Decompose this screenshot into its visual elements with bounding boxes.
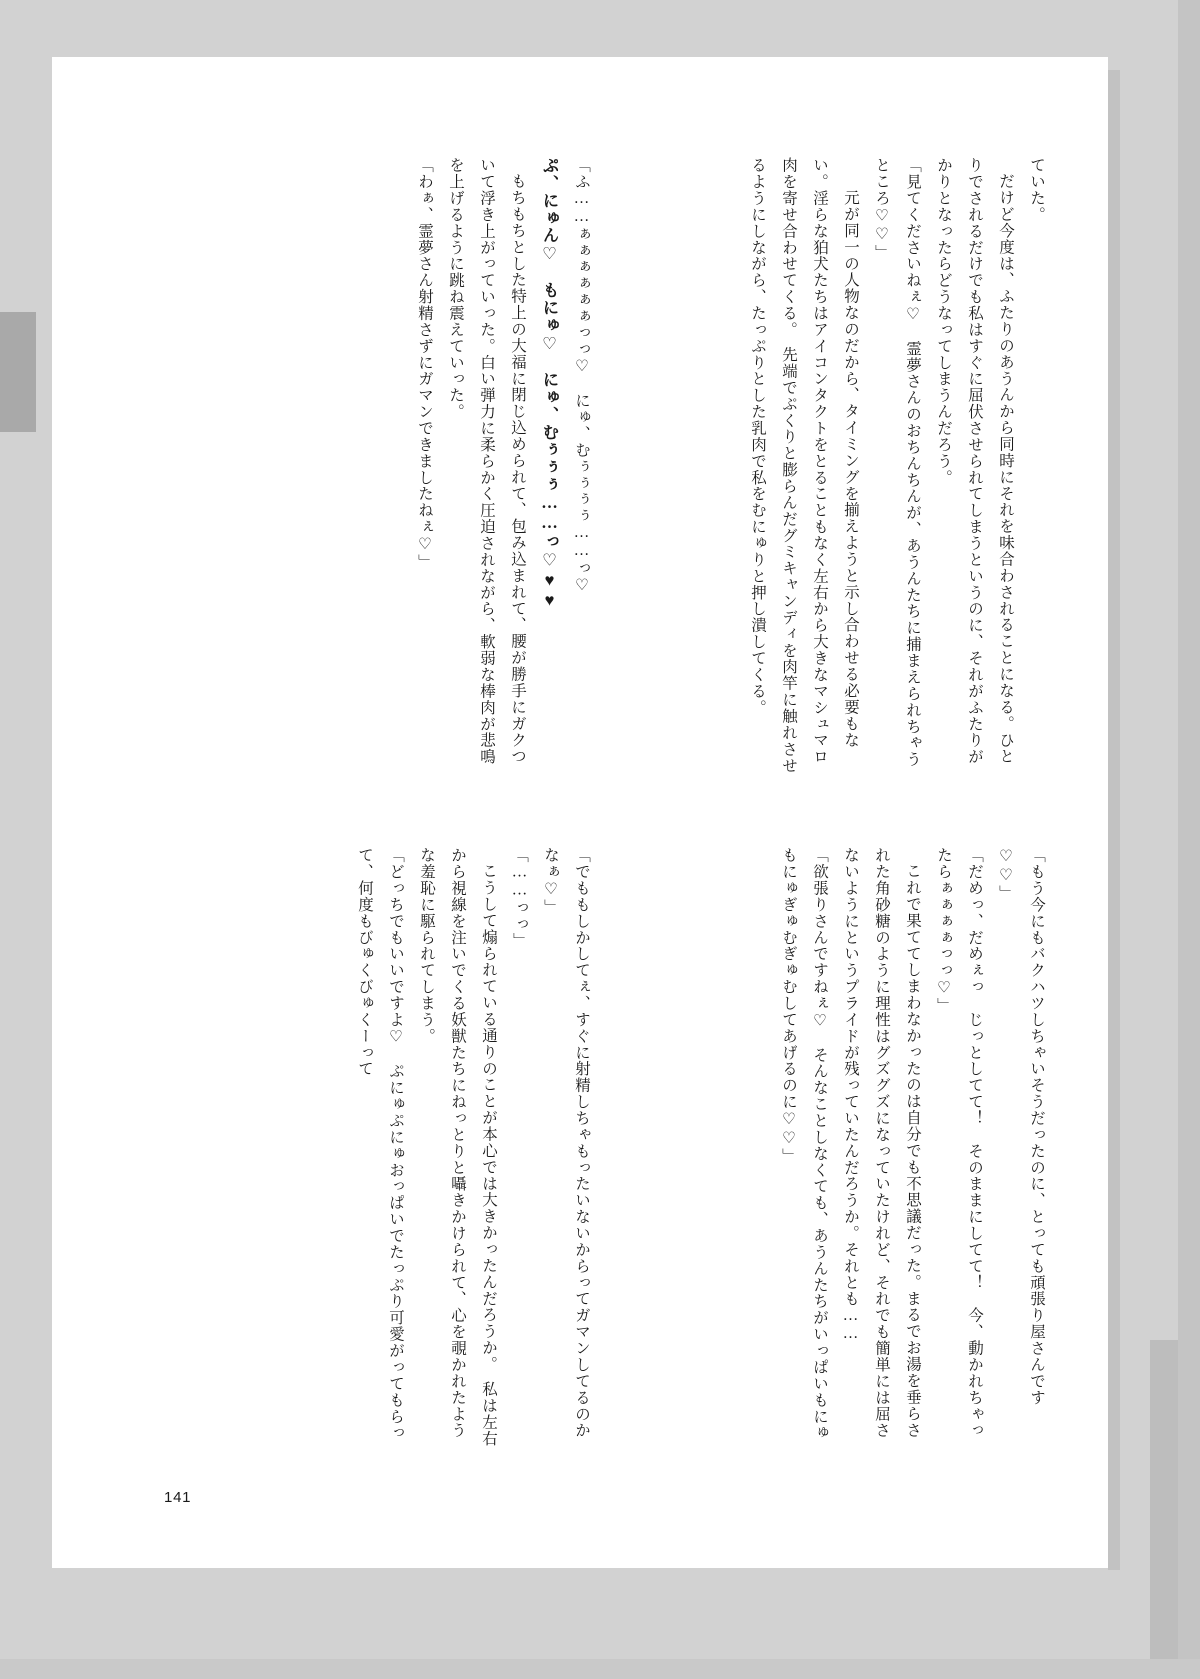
- scan-right-shadow-band: [1178, 0, 1200, 1679]
- paragraph: 「わぁ、霊夢さん射精さずにガマンできましたねぇ♡」: [416, 157, 433, 571]
- text-column-group-lower-right: [622, 847, 1052, 1447]
- paragraph: これで果ててしまわなかったのは自分でも不思議だった。まるでお湯を垂らされた角砂糖のように理性はグズグズになっていたけれど、それでも簡単には屈さないようにというプライドが残っていたんだろうか。それとも……: [842, 847, 921, 1439]
- paragraph: 「……っっ」: [511, 847, 528, 949]
- text-column-group-upper-left: [127, 157, 597, 777]
- page-text-body: [112, 157, 1052, 1447]
- page-edge-shadow: [1108, 70, 1120, 1570]
- paragraph: だけど今度は、ふたりのあうんから同時にそれを味合わされることになる。ひとりでされるだけでも私はすぐに屈伏させられてしまうというのに、それがふたりがかりとなったらどうなってしまうんだろう。: [935, 157, 1014, 765]
- paragraph: 元が同一の人物なのだから、タイミングを揃えようと示し合わせる必要もない。淫らな狛犬たちはアイコンタクトをとることもなく左右から大きなマシュマロ肉を寄せ合わせてくる。 先端でぷくりと膨らんだグミキャンディを肉竿に触れさせるようにしながら、たっぷりとした乳肉で私をむにゅりと押し潰してくる。: [749, 157, 859, 774]
- page-number: 141: [164, 1489, 192, 1506]
- text-column-group-upper-right: [622, 157, 1052, 777]
- book-page: [52, 57, 1108, 1568]
- paragraph: もちもちとした特上の大福に閉じ込められて、包み込まれて、腰が勝手にガクついて浮き上がっていった。白い弾力に柔らかく圧迫されながら、軟弱な棒肉が悲鳴を上げるように跳ね震えていった。: [447, 157, 526, 765]
- paragraph: 「欲張りさんですねぇ♡ そんなことしなくても、あうんたちがいっぱいもにゅもにゅぎゅむぎゅむしてあげるのに♡♡」: [780, 847, 828, 1441]
- paragraph-emphasis: ぷ、にゅん♡ もにゅ♡ にゅ、むぅぅぅ……っ♡♥♥: [540, 157, 559, 611]
- text-column-group-lower-left: [127, 847, 597, 1447]
- scan-right-corner-shadow: [1150, 1340, 1178, 1679]
- paragraph: 「もう今にもバクハツしちゃいそうだったのに、とっても頑張り屋さんです♡♡」: [997, 847, 1045, 1406]
- scan-left-shadow-band: [0, 312, 36, 432]
- paragraph: 「見てくださいねぇ♡ 霊夢さんのおちんちんが、あうんたちに捕まえられちゃうところ♡♡」: [873, 157, 921, 768]
- paragraph: 「でももしかしてぇ、すぐに射精しちゃもったいないからってガマンしてるのかなぁ♡」: [542, 847, 590, 1439]
- paragraph: 「ふ……ぁぁぁぁぁぁっっ♡ にゅ、むぅぅぅぅ……っ♡: [573, 157, 590, 596]
- paragraph: 「どっちでもいいですよ♡ ぷにゅぷにゅおっぱいでたっぷり可愛がってもらって、何度もびゅくびゅくーって: [356, 847, 404, 1441]
- paragraph: こうして煽られている通りのことが本心では大きかったんだろうか。 私は左右から視線を注いでくる妖獣たちにねっとりと囁きかけられて、心を覗かれたような羞恥に駆られてしまう。: [418, 847, 497, 1447]
- paragraph: 「だめっ、だめぇっ じっとしてて！ そのままにしてて！ 今、動かれちゃったらぁぁぁぁっっ♡」: [935, 847, 983, 1439]
- scan-bottom-shadow: [0, 1659, 1200, 1679]
- paragraph: ていた。: [1028, 157, 1045, 223]
